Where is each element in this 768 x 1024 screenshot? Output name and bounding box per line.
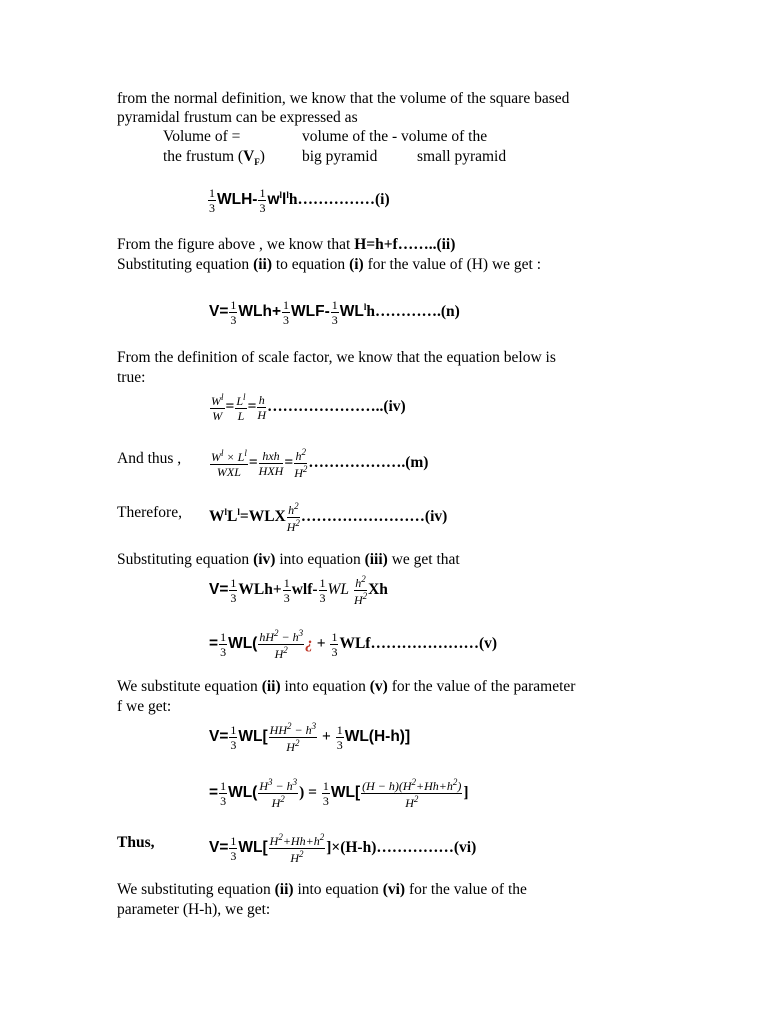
scale-paragraph-line-2: true: (117, 369, 146, 386)
thus-label: Thus, (117, 834, 155, 851)
final-paragraph-line-2: parameter (H-h), we get: (117, 901, 271, 918)
equation-m: $\frac{W^l \times L^l}{\text{WXL}}$ = $\frac{\text{hxh}}{\text{HXH}}$ = $\frac{h^2}{H^2}$ ……………….(m) (211, 447, 429, 480)
substitute-paragraph-line-1: We substitute equation (ii) into equation (v) for the value of the parameter (117, 678, 576, 695)
figure-paragraph: From the figure above , we know that H=h+f……..(ii) (117, 236, 456, 253)
inverted-question-mark: ¿ (305, 635, 313, 653)
frustum-label (163, 147, 265, 172)
intro-line-2: pyramidal frustum can be expressed as (117, 109, 358, 126)
equation-n: V= $\frac{1}{3}$ WLh+ $\frac{1}{3}$ WLF- $\frac{1}{3}$ $WL^lh\dots\dots\dots\dots.(n)$ (209, 298, 460, 328)
intro-line-1: from the normal definition, we know that the volume of the square based (117, 90, 570, 107)
substitution-paragraph-2: Substituting equation (iv) into equation (iii) we get that (117, 551, 460, 568)
volume-definition: volume of the - volume of the (302, 128, 488, 145)
equation-w-step-1: V= $\frac{1}{3}$ WL[ $\frac{HH^2 - h^3}{H^2}$ + $\frac{1}{3}$ WL(H-h)] (209, 721, 411, 754)
equation-vi: V= $\frac{1}{3}$ WL[ $\frac{H^2+Hh+h^2}{H^2}$ ]×(H-h)……………(vi) (209, 832, 477, 865)
frustum-v: V (243, 148, 255, 165)
therefore-label: Therefore, (117, 504, 182, 521)
equation-iv-ratio: $\frac{W^l}{W}$ = $\frac{L^l}{L}$ = $\frac{h}{H}$ …………………..(iv) (211, 392, 406, 423)
substitute-paragraph-line-2: f we get: (117, 698, 172, 715)
small-pyramid-label: small pyramid (417, 148, 507, 165)
equation-v-step-1: V= $\frac{1}{3}$ WLh+ $\frac{1}{3}$ wlf- $\frac{1}{3}$ WL $\frac{h^2}{H^2}$ Xh (209, 574, 388, 607)
substitution-paragraph: Substituting equation (ii) to equation (i) for the value of (H) we get : (117, 256, 542, 273)
equation-ii: H=h+f……..(ii) (354, 236, 456, 253)
equation-i: $\frac{1}{3}$ WLH- $\frac{1}{3}$ $w^ll^lh\dots\dots\dots\dots\dots(i)$ (209, 186, 390, 216)
equation-w-step-2: = $\frac{1}{3}$ WL( $\frac{H^3 - h^3}{H^2}$ ) = $\frac{1}{3}$ WL[ $\frac{(H - h)(H^2+Hh+h^2)}{H^2}$ ] (209, 777, 469, 810)
equation-iv-product: $W^lL^l=WLX$ $\frac{h^2}{H^2}$ ……………………(iv) (209, 501, 448, 534)
fraction-one-third: $\frac{1}{3}$ (209, 186, 215, 216)
volume-label: Volume of = (163, 128, 241, 145)
big-pyramid-label: big pyramid (302, 148, 378, 165)
frustum-f-sub: F (254, 157, 260, 168)
equation-v: = $\frac{1}{3}$ WL( $\frac{hH^2 - h^3}{H^2}$ ¿ + $\frac{1}{3}$ WLf…………………(v) (209, 628, 498, 661)
frustum-text: the frustum ( (163, 148, 244, 165)
frustum-close: ) (259, 148, 265, 165)
fraction-one-third: $\frac{1}{3}$ (259, 186, 266, 216)
and-thus-label: And thus , (117, 450, 182, 467)
scale-paragraph-line-1: From the definition of scale factor, we know that the equation below is (117, 349, 556, 366)
final-paragraph-line-1: We substituting equation (ii) into equation (vi) for the value of the (117, 881, 527, 898)
